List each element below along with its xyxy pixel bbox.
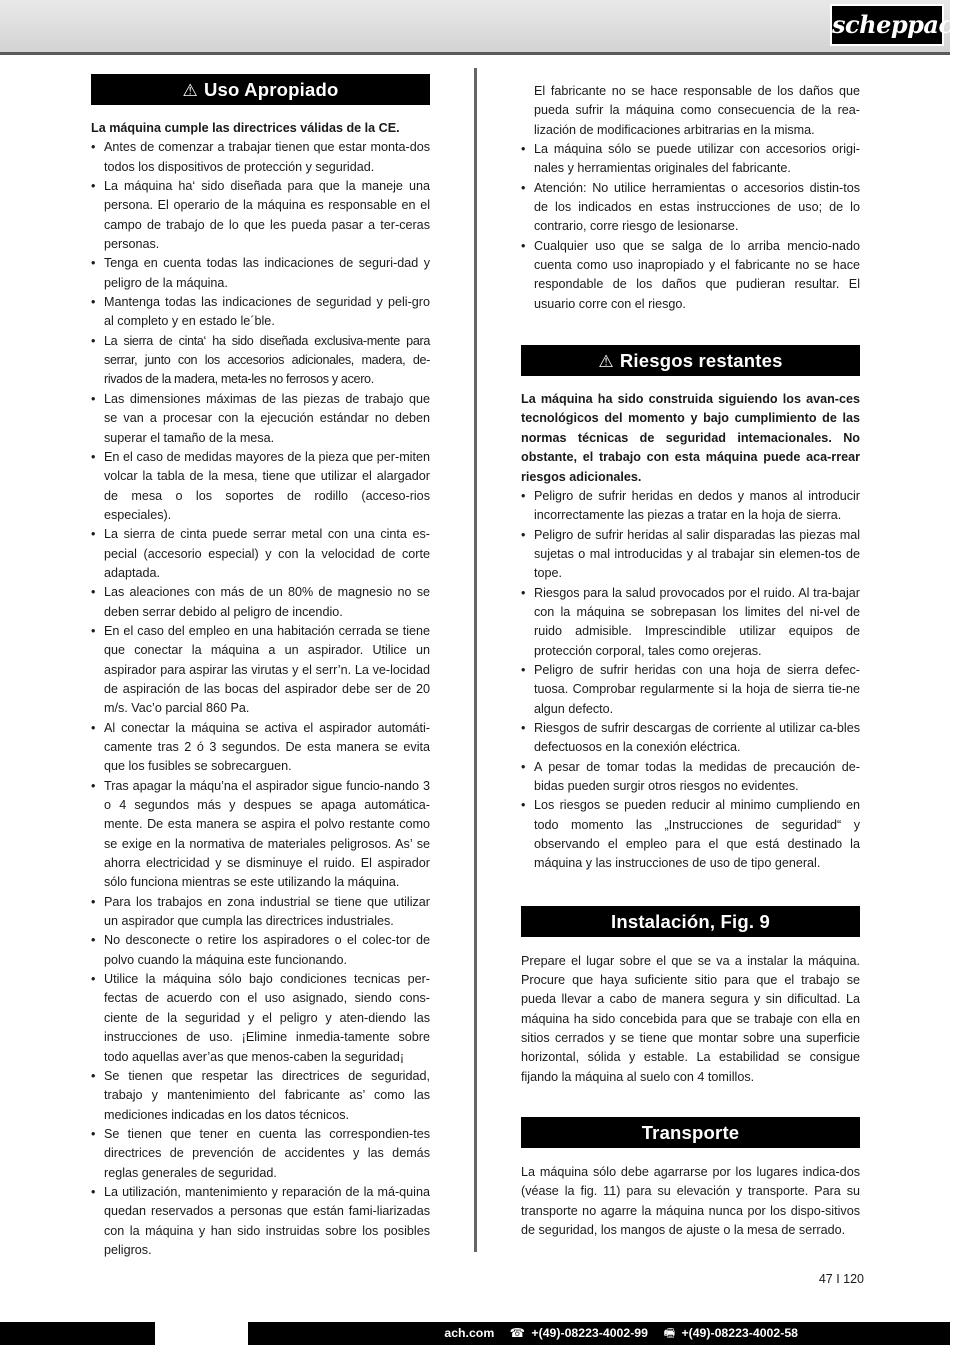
right-column	[521, 82, 860, 1241]
uso-apropiado-list	[91, 138, 430, 1260]
list-item: • Al conectar la máquina se activa el aspirador automáti-camente tras 2 ó 3 segundos. De esta manera se evita que los fusibles se sobrecarguen.	[91, 719, 430, 777]
footer-contact	[444, 1322, 798, 1345]
phone-icon: ☎	[509, 1326, 525, 1340]
list-item: • Antes de comenzar a trabajar tienen que estar monta-dos todos los dispositivos de protección y seguridad.	[91, 138, 430, 177]
list-item: • Se tienen que respetar las directrices de seguridad, trabajo y mantenimiento del fabricante as’ como las mediciones indicadas en los datos técnicos.	[91, 1067, 430, 1125]
riesgos-list	[521, 487, 860, 874]
scheppach-logo: scheppach	[830, 4, 944, 46]
list-item: • Tras apagar la máqu’na el aspirador sigue funcio-nando 3 o 4 segundos más y despues se apaga automática-mente. De esta manera se aspira el polvo restante como se exige en la normativa de materiales peligrosos. As’ se ahorra electricidad y se disminuye el ruido. El aspirador sólo funciona mientras se este utilizando la máquina.	[91, 777, 430, 893]
list-item: • Mantenga todas las indicaciones de seguridad y peli-gro al completo y en estado le´ble.	[91, 293, 430, 332]
list-item: • Riesgos para la salud provocados por el ruido. Al tra-bajar con la máquina se sobrepasan los limites del ni-vel de ruido admisible. Imprescindible utilizar equipos de protección corporal, tales como orejeras.	[521, 584, 860, 661]
list-item: • No desconecte o retire los aspiradores o el colec-tor de polvo cuando la máquina este funcionando.	[91, 931, 430, 970]
list-item: • Riesgos de sufrir descargas de corriente al utilizar ca-bles defectuosos en la conexión eléctrica.	[521, 719, 860, 758]
section-header-uso-apropiado	[91, 74, 430, 105]
list-item: • Las dimensiones máximas de las piezas de trabajo que se van a procesar con la ejecución estándar no deben superar el tamaño de la mesa.	[91, 390, 430, 448]
list-item: • La máquina sólo se puede utilizar con accesorios origi-nales y herramientas originales del fabricante.	[521, 140, 860, 179]
top-bar	[0, 0, 970, 55]
section-header-instalacion: Instalación, Fig. 9	[521, 906, 860, 937]
list-item: • Peligro de sufrir heridas al salir disparadas las piezas mal sujetas o mal introducidas y al trabajar sin elemen-tos de tope.	[521, 526, 860, 584]
page-number: 47 I 120	[818, 1272, 864, 1286]
continued-paragraph: El fabricante no se hace responsable de los daños que pueda sufrir la máquina como consecuencia de la rea-lización de modificaciones arbitrarias en la misma.	[534, 84, 860, 137]
footer-web[interactable]: ach.com	[444, 1326, 495, 1340]
list-item: • La utilización, mantenimiento y reparación de la má-quina quedan reservados a personas que están fami-liarizadas con la máquina y han sido instruidas sobre los posibles peligros.	[91, 1183, 430, 1260]
list-item: • A pesar de tomar todas la medidas de precaución de-bidas pueden surgir otros riesgos no evidentes.	[521, 758, 860, 797]
list-item: • Tenga en cuenta todas las indicaciones de seguri-dad y peligro de la máquina.	[91, 254, 430, 293]
section-header-riesgos	[521, 345, 860, 376]
section-header-transporte: Transporte	[521, 1117, 860, 1148]
section-intro: La máquina ha sido construida siguiendo los avan-ces tecnológicos del momento y bajo cumplimiento de las normas técnicas de seguridad intemacionales. No obstante, el trabajo con esta máquina puede aca-rrear riesgos adicionales.	[521, 392, 860, 484]
footer-gap	[155, 1322, 248, 1345]
list-item: • Se tienen que tener en cuenta las correspondien-tes directrices de prevención de accidentes y las demás reglas generales de seguridad.	[91, 1125, 430, 1183]
footer-fax: +(49)-08223-4002-58	[681, 1326, 798, 1340]
list-item: • Cualquier uso que se salga de lo arriba mencio-nado cuenta como uso inapropiado y el fabricante no se hace respondable de los daños que pudieran resultar. El usuario corre con el riesgo.	[521, 237, 860, 314]
list-item: • Utilice la máquina sólo bajo condiciones tecnicas per-fectas de acuerdo con el uso asignado, siendo cons-ciente de la seguridad y el peligro y aten-diendo las instrucciones de uso. ¡Elimine inmedia-tamente sobre todo aquellas aver’as que menos-caben la seguridad¡	[91, 970, 430, 1067]
warning-icon: ⚠	[182, 81, 198, 100]
list-item: • Los riesgos se pueden reducir al minimo cumpliendo en todo momento las „Instrucciones de seguridad“ y observando el empleo para el que está destinado la máquina y las instrucciones de uso de tipo general.	[521, 796, 860, 873]
list-item: • Atención: No utilice herramientas o accesorios distin-tos de los indicados en estas instrucciones de uso; de lo contrario, corre riesgo de lesionarse.	[521, 179, 860, 237]
list-item: • Las aleaciones con más de un 80% de magnesio no se deben serrar debido al peligro de incendio.	[91, 583, 430, 622]
section-title: Riesgos restantes	[619, 350, 783, 372]
list-item: • La máquina ha‘ sido diseñada para que la maneje una persona. El operario de la máquina es responsable en el campo de trabajo de lo que les pueda pasar a ter-ceras personas.	[91, 177, 430, 254]
transporte-paragraph: La máquina sólo debe agarrarse por los lugares indica-dos (véase la fig. 11) para su elevación y transporte. Para su transporte no agarre la máquina nunca por los dispo-sitivos de seguridad, los mangos de ajuste o la mesa de serrado.	[521, 1165, 860, 1238]
footer-phone: +(49)-08223-4002-99	[531, 1326, 648, 1340]
section-title: Uso Apropiado	[203, 79, 339, 100]
list-item: • La sierra de cinta puede serrar metal con una cinta es-pecial (accesorio especial) y con la velocidad de corte adaptada.	[91, 525, 430, 583]
list-item: • En el caso de medidas mayores de la pieza que per-miten volcar la tabla de la mesa, tiene que utilizar el alargador de mesa o los soportes de rodillo (acceso-rios especiales).	[91, 448, 430, 525]
warning-icon: ⚠	[598, 352, 614, 372]
left-column	[91, 74, 430, 1260]
list-item: • Peligro de sufrir heridas con una hoja de sierra defec-tuosa. Comprobar regularmente si la hoja de sierra tie-ne algun defecto.	[521, 661, 860, 719]
list-item: • La sierra de cinta‘ ha sido diseñada exclusiva-mente para serrar, junto con los accesorios adicionales, madera, de-rivados de la madera, meta-les no ferrosos y acero.	[91, 332, 430, 390]
list-item: • Para los trabajos en zona industrial se tiene que utilizar un aspirador que cumpla las directrices industriales.	[91, 893, 430, 932]
list-item: • Peligro de sufrir heridas en dedos y manos al introducir incorrectamente las piezas a tratar en la hoja de sierra.	[521, 487, 860, 526]
instalacion-paragraph: Prepare el lugar sobre el que se va a instalar la máquina. Procure que haya suficiente sitio para que el trabajo se pueda llevar a cabo de manera segura y sin dificultad. La máquina ha sido concebida para que se trabaje con ella en sitios cerrados y se tiene que montar sobre una superficie horizontal, sólida y estable. La estabilidad se consigue fijando la máquina al suelo con 4 tomillos.	[521, 953, 860, 1084]
section-intro: La máquina cumple las directrices válidas de la CE.	[91, 121, 400, 135]
column-divider	[474, 68, 477, 1252]
continued-list	[521, 140, 860, 314]
list-item: • En el caso del empleo en una habitación cerrada se tiene que conectar la máquina a un aspirador. Utilice un aspirador para aspirar las virutas y el serr’n. La ve-locidad de aspiración de las bocas del aspirador debe ser de 20 m/s. Vac’o parcial 860 Pa.	[91, 622, 430, 719]
fax-icon: 🖷	[663, 1326, 676, 1340]
footer-bar	[0, 1322, 950, 1345]
